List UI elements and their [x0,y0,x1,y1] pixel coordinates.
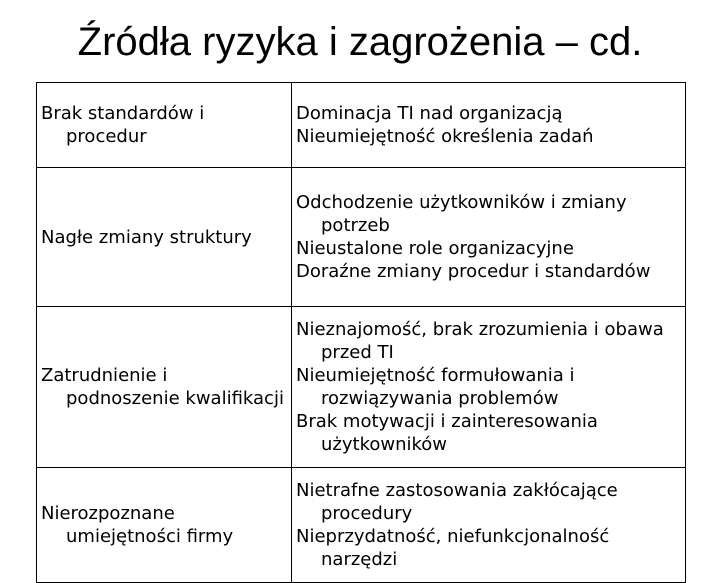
threat-item: Odchodzenie użytkowników i zmiany potrzeb [296,192,627,236]
threat-item: Nieumiejętność określenia zadań [296,126,594,147]
risk-source-cell [37,468,292,583]
table-row [37,83,686,168]
threats-cell [292,307,686,468]
risk-source-cell [37,307,292,468]
threat-item: Brak motywacji i zainteresowania użytkowników [296,411,598,455]
risk-source-label: Brak standardów i procedur [41,103,205,147]
threats-cell [292,168,686,307]
threat-item: Nieumiejętność formułowania i rozwiązywania problemów [296,365,575,409]
threat-item: Dominacja TI nad organizacją [296,103,563,124]
risk-source-label: Zatrudnienie i podnoszenie kwalifikacji [41,365,284,409]
table-row [37,307,686,468]
risk-source-label: Nagłe zmiany struktury [41,226,252,248]
threats-cell [292,468,686,583]
threat-item: Doraźne zmiany procedur i standardów [296,261,651,282]
threat-item: Nieustalone role organizacyjne [296,238,574,259]
risk-source-cell [37,83,292,168]
table-row [37,168,686,307]
threat-item: Nietrafne zastosowania zakłócające procedury [296,480,618,524]
risk-source-label: Nierozpoznane umiejętności firmy [41,503,234,547]
threats-cell [292,83,686,168]
slide-title: Źródła ryzyka i zagrożenia – cd. [77,20,643,64]
risk-source-cell [37,168,292,307]
threat-item: Nieprzydatność, niefunkcjonalność narzędzi [296,526,610,570]
risk-table [36,82,686,583]
threat-item: Nieznajomość, brak zrozumienia i obawa przed TI [296,319,664,363]
table-row [37,468,686,583]
